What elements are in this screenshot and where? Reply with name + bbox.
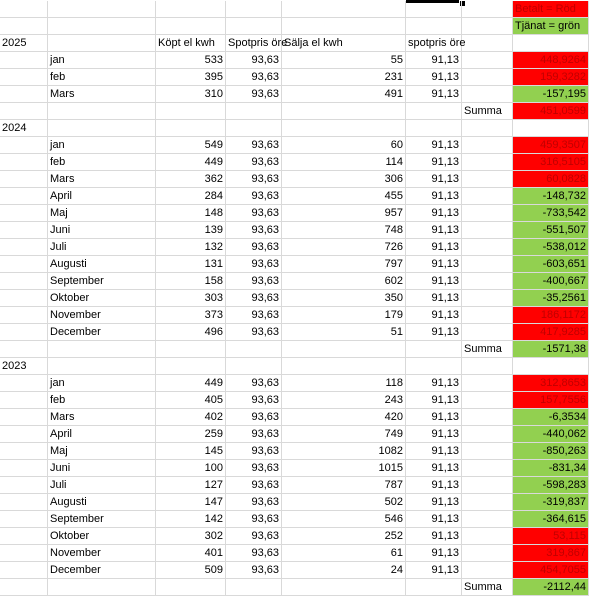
sold-cell[interactable]: 420: [282, 409, 406, 426]
month-cell[interactable]: December: [48, 324, 156, 341]
result-cell[interactable]: -538,012: [513, 239, 589, 256]
sum-row: [0, 341, 589, 358]
result-cell[interactable]: 60,0828: [513, 171, 589, 188]
spot-sell-cell[interactable]: 91,13: [406, 256, 462, 273]
legend-paid-cell[interactable]: Betalt = Röd: [513, 1, 589, 18]
spot-sell-cell[interactable]: 91,13: [406, 205, 462, 222]
bought-cell[interactable]: 362: [156, 171, 226, 188]
sold-cell[interactable]: 60: [282, 137, 406, 154]
table-row: [0, 290, 589, 307]
spot-buy-cell[interactable]: 93,63: [226, 562, 282, 579]
year-label[interactable]: 2024: [0, 120, 48, 137]
table-row: [0, 273, 589, 290]
spot-sell-cell[interactable]: 91,13: [406, 188, 462, 205]
bought-cell[interactable]: 405: [156, 392, 226, 409]
spot-buy-cell[interactable]: 93,63: [226, 273, 282, 290]
bought-cell[interactable]: 449: [156, 375, 226, 392]
result-cell[interactable]: -364,615: [513, 511, 589, 528]
sum-label[interactable]: Summa: [462, 103, 513, 120]
result-cell[interactable]: -603,651: [513, 256, 589, 273]
spot-buy-cell[interactable]: 93,63: [226, 154, 282, 171]
table-row: [0, 324, 589, 341]
spot-sell-cell[interactable]: 91,13: [406, 426, 462, 443]
bought-cell[interactable]: 148: [156, 205, 226, 222]
result-cell[interactable]: 53,115: [513, 528, 589, 545]
year-label[interactable]: 2023: [0, 358, 48, 375]
month-cell[interactable]: feb: [48, 392, 156, 409]
table-row: [0, 545, 589, 562]
month-cell[interactable]: Mars: [48, 409, 156, 426]
year-row: [0, 358, 589, 375]
spot-sell-cell[interactable]: 91,13: [406, 324, 462, 341]
table-row: [0, 154, 589, 171]
table-row: [0, 222, 589, 239]
spot-sell-cell[interactable]: 91,13: [406, 545, 462, 562]
spot-buy-cell[interactable]: 93,63: [226, 69, 282, 86]
spot-sell-cell[interactable]: 91,13: [406, 392, 462, 409]
spot-sell-cell[interactable]: 91,13: [406, 239, 462, 256]
result-cell[interactable]: 319,867: [513, 545, 589, 562]
spot-sell-cell[interactable]: 91,13: [406, 137, 462, 154]
table-row: [0, 460, 589, 477]
spot-buy-cell[interactable]: 93,63: [226, 426, 282, 443]
bought-cell[interactable]: 496: [156, 324, 226, 341]
sold-cell[interactable]: 252: [282, 528, 406, 545]
spot-sell-cell[interactable]: 91,13: [406, 494, 462, 511]
spot-buy-cell[interactable]: 93,63: [226, 511, 282, 528]
result-cell[interactable]: -319,837: [513, 494, 589, 511]
table-row: [0, 188, 589, 205]
result-cell[interactable]: 417,9285: [513, 324, 589, 341]
sold-cell[interactable]: 114: [282, 154, 406, 171]
table-row: [0, 52, 589, 69]
result-cell[interactable]: -831,34: [513, 460, 589, 477]
sold-cell[interactable]: 231: [282, 69, 406, 86]
sold-cell[interactable]: 350: [282, 290, 406, 307]
table-row: [0, 137, 589, 154]
result-cell[interactable]: -35,2561: [513, 290, 589, 307]
bought-cell[interactable]: 401: [156, 545, 226, 562]
spot-buy-cell[interactable]: 93,63: [226, 205, 282, 222]
bought-cell[interactable]: 509: [156, 562, 226, 579]
spot-buy-cell[interactable]: 93,63: [226, 52, 282, 69]
sold-cell[interactable]: 546: [282, 511, 406, 528]
table-row: [0, 443, 589, 460]
month-cell[interactable]: Augusti: [48, 494, 156, 511]
sold-cell[interactable]: 797: [282, 256, 406, 273]
sold-cell[interactable]: 602: [282, 273, 406, 290]
sold-cell[interactable]: 726: [282, 239, 406, 256]
month-cell[interactable]: Mars: [48, 86, 156, 103]
table-row: [0, 409, 589, 426]
table-row: [0, 171, 589, 188]
spot-sell-cell[interactable]: 91,13: [406, 171, 462, 188]
legend-row-paid: [0, 1, 589, 18]
table-row: [0, 239, 589, 256]
month-cell[interactable]: September: [48, 273, 156, 290]
month-cell[interactable]: November: [48, 307, 156, 324]
spot-buy-cell[interactable]: 93,63: [226, 375, 282, 392]
sum-cell[interactable]: 451,0599: [513, 103, 589, 120]
table-row: [0, 494, 589, 511]
header-row: [0, 35, 589, 52]
table-row: [0, 375, 589, 392]
bought-cell[interactable]: 373: [156, 307, 226, 324]
bought-cell[interactable]: 310: [156, 86, 226, 103]
bought-cell[interactable]: 145: [156, 443, 226, 460]
spot-buy-cell[interactable]: 93,63: [226, 392, 282, 409]
sold-cell[interactable]: 24: [282, 562, 406, 579]
spot-buy-cell[interactable]: 93,63: [226, 443, 282, 460]
spot-sell-cell[interactable]: 91,13: [406, 222, 462, 239]
bought-cell[interactable]: 549: [156, 137, 226, 154]
spot-buy-cell[interactable]: 93,63: [226, 256, 282, 273]
legend-earned-cell[interactable]: Tjänat = grön: [513, 18, 589, 35]
bought-cell[interactable]: 139: [156, 222, 226, 239]
spot-sell-cell[interactable]: 91,13: [406, 477, 462, 494]
header-bought[interactable]: Köpt el kwh: [156, 35, 226, 52]
bought-cell[interactable]: 284: [156, 188, 226, 205]
spot-sell-cell[interactable]: 91,13: [406, 273, 462, 290]
result-cell[interactable]: -157,195: [513, 86, 589, 103]
spot-buy-cell[interactable]: 93,63: [226, 460, 282, 477]
month-cell[interactable]: jan: [48, 137, 156, 154]
result-cell[interactable]: 186,1172: [513, 307, 589, 324]
table-row: [0, 69, 589, 86]
month-cell[interactable]: November: [48, 545, 156, 562]
table-row: [0, 86, 589, 103]
month-cell[interactable]: feb: [48, 69, 156, 86]
result-cell[interactable]: -148,732: [513, 188, 589, 205]
result-cell[interactable]: 312,8653: [513, 375, 589, 392]
sold-cell[interactable]: 748: [282, 222, 406, 239]
sum-row: [0, 103, 589, 120]
spot-sell-cell[interactable]: 91,13: [406, 86, 462, 103]
table-row: [0, 426, 589, 443]
header-sold[interactable]: Sälja el kwh: [282, 35, 406, 52]
bought-cell[interactable]: 131: [156, 256, 226, 273]
spot-buy-cell[interactable]: 93,63: [226, 545, 282, 562]
month-cell[interactable]: Oktober: [48, 528, 156, 545]
sold-cell[interactable]: 787: [282, 477, 406, 494]
sold-cell[interactable]: 243: [282, 392, 406, 409]
bought-cell[interactable]: 147: [156, 494, 226, 511]
table-row: [0, 562, 589, 579]
spot-buy-cell[interactable]: 93,63: [226, 137, 282, 154]
spot-buy-cell[interactable]: 93,63: [226, 222, 282, 239]
spot-buy-cell[interactable]: 93,63: [226, 171, 282, 188]
month-cell[interactable]: Maj: [48, 443, 156, 460]
month-cell[interactable]: Juli: [48, 239, 156, 256]
sold-cell[interactable]: 1082: [282, 443, 406, 460]
table-row: [0, 256, 589, 273]
bought-cell[interactable]: 259: [156, 426, 226, 443]
spot-buy-cell[interactable]: 93,63: [226, 188, 282, 205]
spot-buy-cell[interactable]: 93,63: [226, 324, 282, 341]
bought-cell[interactable]: 302: [156, 528, 226, 545]
year-row: [0, 120, 589, 137]
bought-cell[interactable]: 158: [156, 273, 226, 290]
sum-label[interactable]: Summa: [462, 341, 513, 358]
result-cell[interactable]: 316,5105: [513, 154, 589, 171]
spot-buy-cell[interactable]: 93,63: [226, 86, 282, 103]
month-cell[interactable]: Oktober: [48, 290, 156, 307]
spot-sell-cell[interactable]: 91,13: [406, 443, 462, 460]
table-row: [0, 307, 589, 324]
month-cell[interactable]: December: [48, 562, 156, 579]
table-row: [0, 477, 589, 494]
sold-cell[interactable]: 455: [282, 188, 406, 205]
spot-buy-cell[interactable]: 93,63: [226, 290, 282, 307]
bought-cell[interactable]: 449: [156, 154, 226, 171]
sold-cell[interactable]: 51: [282, 324, 406, 341]
table-row: [0, 392, 589, 409]
table-row: [0, 528, 589, 545]
bought-cell[interactable]: 127: [156, 477, 226, 494]
bought-cell[interactable]: 100: [156, 460, 226, 477]
result-cell[interactable]: 448,9264: [513, 52, 589, 69]
sold-cell[interactable]: 749: [282, 426, 406, 443]
table-row: [0, 205, 589, 222]
sum-cell[interactable]: -2112,44: [513, 579, 589, 596]
result-cell[interactable]: 459,3507: [513, 137, 589, 154]
bought-cell[interactable]: 132: [156, 239, 226, 256]
result-cell[interactable]: 157,7556: [513, 392, 589, 409]
result-cell[interactable]: -733,542: [513, 205, 589, 222]
spot-buy-cell[interactable]: 93,63: [226, 307, 282, 324]
result-cell[interactable]: -551,507: [513, 222, 589, 239]
table-row: [0, 511, 589, 528]
sold-cell[interactable]: 491: [282, 86, 406, 103]
spot-sell-cell[interactable]: 91,13: [406, 154, 462, 171]
result-cell[interactable]: -850,263: [513, 443, 589, 460]
spot-sell-cell[interactable]: 91,13: [406, 52, 462, 69]
sold-cell[interactable]: 502: [282, 494, 406, 511]
spot-buy-cell[interactable]: 93,63: [226, 409, 282, 426]
bought-cell[interactable]: 395: [156, 69, 226, 86]
month-cell[interactable]: Mars: [48, 171, 156, 188]
month-cell[interactable]: April: [48, 426, 156, 443]
sold-cell[interactable]: 1015: [282, 460, 406, 477]
spot-buy-cell[interactable]: 93,63: [226, 528, 282, 545]
month-cell[interactable]: Augusti: [48, 256, 156, 273]
spot-buy-cell[interactable]: 93,63: [226, 477, 282, 494]
month-cell[interactable]: April: [48, 188, 156, 205]
result-cell[interactable]: 454,7055: [513, 562, 589, 579]
spot-sell-cell[interactable]: 91,13: [406, 562, 462, 579]
bought-cell[interactable]: 533: [156, 52, 226, 69]
year-label[interactable]: 2025: [0, 35, 48, 52]
month-cell[interactable]: Maj: [48, 205, 156, 222]
bought-cell[interactable]: 303: [156, 290, 226, 307]
spot-sell-cell[interactable]: 91,13: [406, 290, 462, 307]
sold-cell[interactable]: 957: [282, 205, 406, 222]
result-cell[interactable]: -440,062: [513, 426, 589, 443]
sum-row: [0, 579, 589, 596]
result-cell[interactable]: -598,283: [513, 477, 589, 494]
spot-sell-cell[interactable]: 91,13: [406, 307, 462, 324]
legend-row-earned: [0, 18, 589, 35]
spot-sell-cell[interactable]: 91,13: [406, 375, 462, 392]
sold-cell[interactable]: 55: [282, 52, 406, 69]
sum-cell[interactable]: -1571,38: [513, 341, 589, 358]
spot-sell-cell[interactable]: 91,13: [406, 528, 462, 545]
month-cell[interactable]: Juni: [48, 222, 156, 239]
spot-sell-cell[interactable]: 91,13: [406, 511, 462, 528]
spot-sell-cell[interactable]: 91,13: [406, 409, 462, 426]
result-cell[interactable]: -6,3534: [513, 409, 589, 426]
header-spot-buy[interactable]: Spotpris öre: [226, 35, 282, 52]
result-cell[interactable]: -400,667: [513, 273, 589, 290]
sold-cell[interactable]: 61: [282, 545, 406, 562]
bought-cell[interactable]: 142: [156, 511, 226, 528]
month-cell[interactable]: jan: [48, 52, 156, 69]
month-cell[interactable]: Juni: [48, 460, 156, 477]
header-spot-sell[interactable]: spotpris öre: [406, 35, 462, 52]
month-cell[interactable]: Juli: [48, 477, 156, 494]
spot-buy-cell[interactable]: 93,63: [226, 239, 282, 256]
sum-label[interactable]: Summa: [462, 579, 513, 596]
sold-cell[interactable]: 118: [282, 375, 406, 392]
bought-cell[interactable]: 402: [156, 409, 226, 426]
spot-sell-cell[interactable]: 91,13: [406, 69, 462, 86]
month-cell[interactable]: jan: [48, 375, 156, 392]
result-cell[interactable]: 159,3282: [513, 69, 589, 86]
month-cell[interactable]: feb: [48, 154, 156, 171]
sold-cell[interactable]: 179: [282, 307, 406, 324]
month-cell[interactable]: September: [48, 511, 156, 528]
spot-buy-cell[interactable]: 93,63: [226, 494, 282, 511]
spot-sell-cell[interactable]: 91,13: [406, 460, 462, 477]
sold-cell[interactable]: 306: [282, 171, 406, 188]
